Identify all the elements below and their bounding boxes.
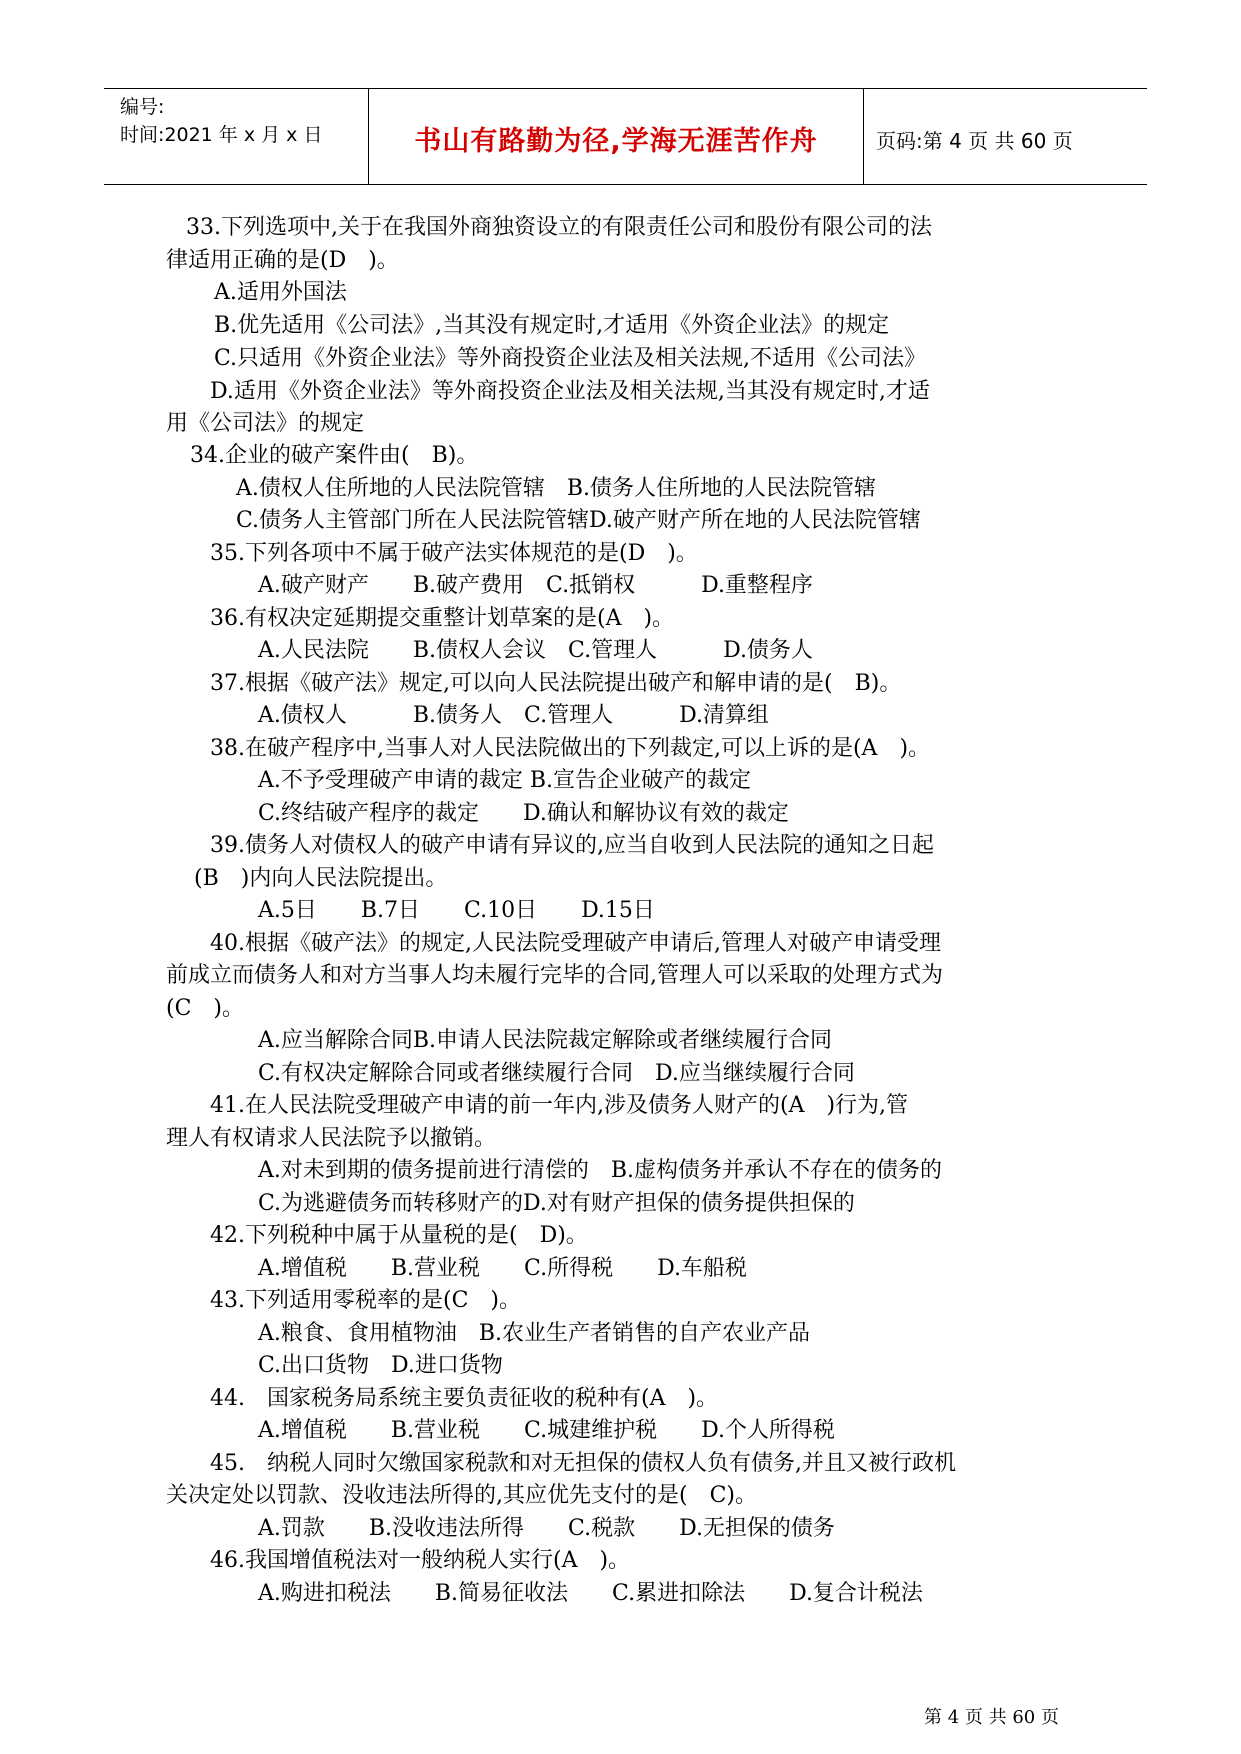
text-line: 用《公司法》的规定 bbox=[166, 411, 365, 436]
text-line: C.有权决定解除合同或者继续履行合同 D.应当继续履行合同 bbox=[258, 1061, 855, 1086]
text-line: 前成立而债务人和对方当事人均未履行完毕的合同,管理人可以采取的处理方式为 bbox=[166, 963, 943, 988]
header-page-cell bbox=[864, 89, 1147, 184]
text-line: A.对未到期的债务提前进行清偿的 B.虚构债务并承认不存在的债务的 bbox=[258, 1158, 943, 1183]
header-info-cell bbox=[104, 89, 369, 184]
text-line: A.增值税 B.营业税 C.所得税 D.车船税 bbox=[258, 1256, 747, 1281]
text-line: 45. 纳税人同时欠缴国家税款和对无担保的债权人负有债务,并且又被行政机 bbox=[210, 1451, 956, 1476]
text-line: 40.根据《破产法》的规定,人民法院受理破产申请后,管理人对破产申请受理 bbox=[210, 931, 941, 956]
text-line: 46.我国增值税法对一般纳税人实行(A )。 bbox=[210, 1548, 631, 1573]
text-line: A.增值税 B.营业税 C.城建维护税 D.个人所得税 bbox=[258, 1418, 835, 1443]
text-line: 42.下列税种中属于从量税的是( D)。 bbox=[210, 1223, 588, 1248]
text-line: A.不予受理破产申请的裁定 B.宣告企业破产的裁定 bbox=[258, 768, 752, 793]
text-line: 43.下列适用零税率的是(C )。 bbox=[210, 1288, 521, 1313]
page-footer: 第 4 页 共 60 页 bbox=[924, 1707, 1059, 1728]
motto: 书山有路勤为径,学海无涯苦作舟 bbox=[414, 126, 818, 157]
text-line: 39.债务人对债权人的破产申请有异议的,应当自收到人民法院的通知之日起 bbox=[210, 833, 934, 858]
text-line: C.终结破产程序的裁定 D.确认和解协议有效的裁定 bbox=[258, 801, 789, 826]
text-line: 37.根据《破产法》规定,可以向人民法院提出破产和解申请的是( B)。 bbox=[210, 671, 902, 696]
text-line: A.破产财产 B.破产费用 C.抵销权 D.重整程序 bbox=[258, 573, 813, 598]
page-header bbox=[104, 88, 1147, 185]
text-line: 44. 国家税务局系统主要负责征收的税种有(A )。 bbox=[210, 1386, 719, 1411]
text-line: A.债权人住所地的人民法院管辖 B.债务人住所地的人民法院管辖 bbox=[236, 476, 877, 501]
text-line: 34.企业的破产案件由( B)。 bbox=[190, 443, 479, 468]
text-line: A.适用外国法 bbox=[214, 280, 347, 305]
text-line: A.债权人 B.债务人 C.管理人 D.清算组 bbox=[258, 703, 769, 728]
text-line: A.粮食、食用植物油 B.农业生产者销售的自产农业产品 bbox=[258, 1321, 811, 1346]
text-line: A.购进扣税法 B.简易征收法 C.累进扣除法 D.复合计税法 bbox=[258, 1581, 923, 1606]
text-line: D.适用《外资企业法》等外商投资企业法及相关法规,当其没有规定时,才适 bbox=[210, 379, 930, 404]
time-label: 时间:2021 年 x 月 x 日 bbox=[120, 124, 323, 146]
text-line: A.5日 B.7日 C.10日 D.15日 bbox=[258, 898, 655, 923]
text-line: 关决定处以罚款、没收违法所得的,其应优先支付的是( C)。 bbox=[166, 1483, 757, 1508]
text-line: 律适用正确的是(D )。 bbox=[166, 248, 399, 273]
text-line: C.为逃避债务而转移财产的D.对有财产担保的债务提供担保的 bbox=[258, 1191, 855, 1216]
header-motto-cell bbox=[369, 89, 864, 184]
text-line: B.优先适用《公司法》,当其没有规定时,才适用《外资企业法》的规定 bbox=[214, 313, 890, 338]
text-line: A.罚款 B.没收违法所得 C.税款 D.无担保的债务 bbox=[258, 1516, 835, 1541]
text-line: C.债务人主管部门所在人民法院管辖D.破产财产所在地的人民法院管辖 bbox=[236, 508, 921, 533]
text-line: 33.下列选项中,关于在我国外商独资设立的有限责任公司和股份有限公司的法 bbox=[186, 215, 932, 240]
text-line: 38.在破产程序中,当事人对人民法院做出的下列裁定,可以上诉的是(A )。 bbox=[210, 736, 931, 761]
text-line: A.应当解除合同B.申请人民法院裁定解除或者继续履行合同 bbox=[258, 1028, 833, 1053]
text-line: C.只适用《外资企业法》等外商投资企业法及相关法规,不适用《公司法》 bbox=[214, 346, 927, 371]
text-line: C.出口货物 D.进口货物 bbox=[258, 1353, 503, 1378]
text-line: (B )内向人民法院提出。 bbox=[194, 866, 448, 891]
text-line: (C )。 bbox=[166, 996, 244, 1021]
serial-label: 编号: bbox=[120, 96, 165, 118]
text-line: 36.有权决定延期提交重整计划草案的是(A )。 bbox=[210, 606, 675, 631]
text-line: 35.下列各项中不属于破产法实体规范的是(D )。 bbox=[210, 541, 698, 566]
text-line: A.人民法院 B.债权人会议 C.管理人 D.债务人 bbox=[258, 638, 813, 663]
header-page-label: 页码:第 4 页 共 60 页 bbox=[876, 129, 1073, 153]
text-line: 41.在人民法院受理破产申请的前一年内,涉及债务人财产的(A )行为,管 bbox=[210, 1093, 909, 1118]
text-line: 理人有权请求人民法院予以撤销。 bbox=[166, 1126, 497, 1151]
